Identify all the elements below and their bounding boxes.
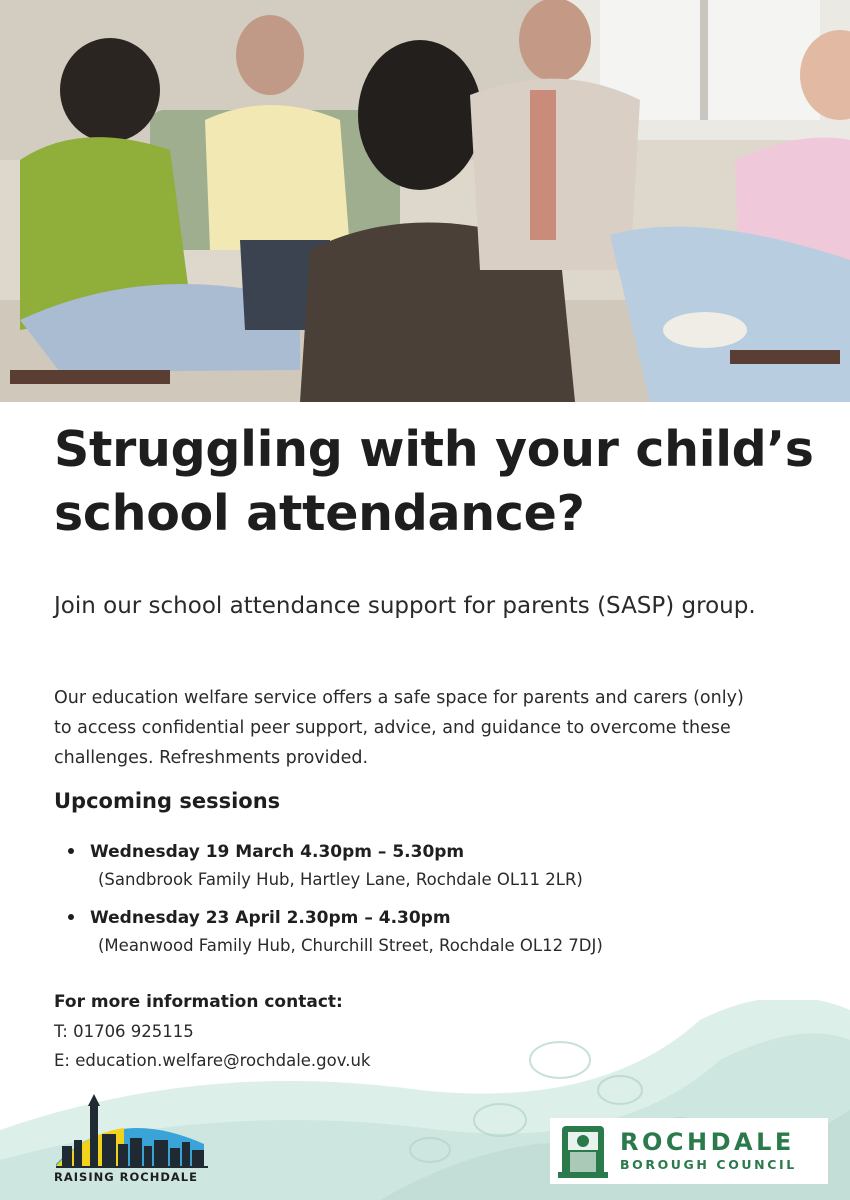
headline: Struggling with your child’s school attendance? xyxy=(54,421,814,542)
session-date: Wednesday 19 March 4.30pm – 5.30pm xyxy=(90,842,465,862)
raising-rochdale-label: RAISING ROCHDALE xyxy=(54,1170,198,1184)
bullet-icon xyxy=(68,848,74,854)
council-logo xyxy=(550,1118,828,1184)
contact-email[interactable]: E: education.welfare@rochdale.gov.uk xyxy=(54,1051,371,1070)
subhead: Join our school attendance support for parents (SASP) group. xyxy=(54,593,756,619)
support-group-photo xyxy=(0,0,850,402)
session-venue: (Meanwood Family Hub, Churchill Street, Rochdale OL12 7DJ) xyxy=(98,936,603,955)
list-item xyxy=(60,904,800,960)
council-subtitle: BOROUGH COUNCIL xyxy=(620,1157,797,1172)
contact-block xyxy=(54,988,554,1075)
contact-heading: For more information contact: xyxy=(54,992,343,1012)
session-list xyxy=(60,838,800,970)
body-text: Our education welfare service offers a safe space for parents and carers (only) to access confidential peer support, advice, and guidance to overcome these challenges. Refreshments provided. xyxy=(54,688,744,768)
bullet-icon xyxy=(68,914,74,920)
contact-phone[interactable]: T: 01706 925115 xyxy=(54,1022,194,1041)
session-date: Wednesday 23 April 2.30pm – 4.30pm xyxy=(90,908,451,928)
session-venue: (Sandbrook Family Hub, Hartley Lane, Rochdale OL11 2LR) xyxy=(98,870,583,889)
rochdale-crest-icon xyxy=(556,1122,610,1180)
council-name: ROCHDALE xyxy=(620,1128,795,1156)
sessions-heading: Upcoming sessions xyxy=(54,789,281,813)
list-item xyxy=(60,838,800,894)
